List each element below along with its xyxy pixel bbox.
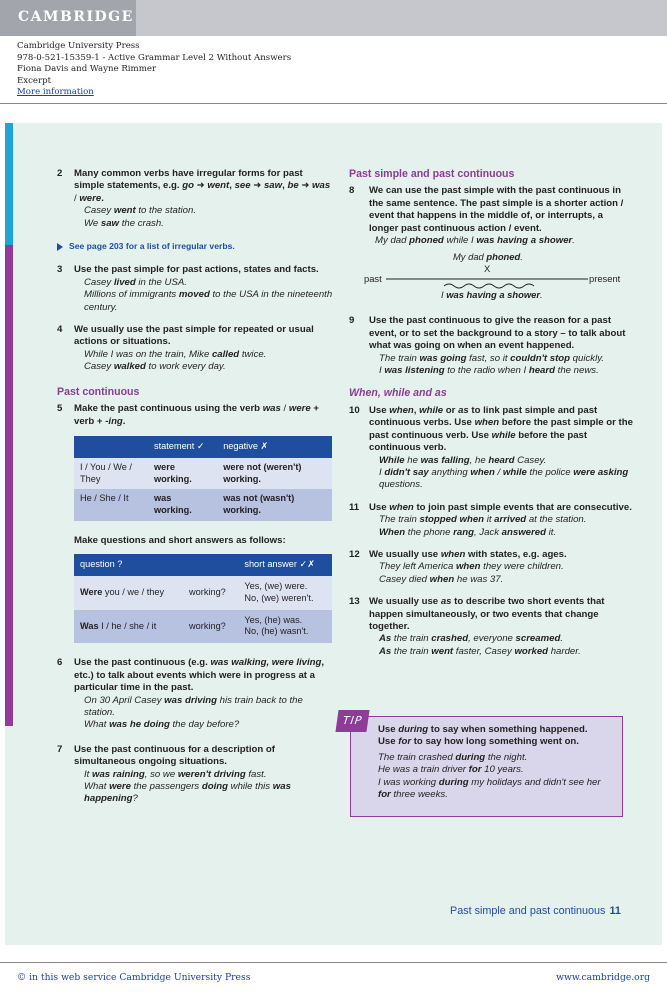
questions-label: Make questions and short answers as follows: xyxy=(74,534,286,546)
rule-9 xyxy=(349,315,634,377)
rule-text: We can use the past simple with the past continuous in the same sentence. The past simple is a shorter action / event that happens in the middle of, or interrupts, a longer past continuous action / event. xyxy=(369,185,624,234)
isbn-line: 978-0-521-15359-1 - Active Grammar Level 2 Without Answers xyxy=(17,52,292,63)
left-column xyxy=(57,168,333,816)
footer-divider xyxy=(0,962,667,963)
example: They left America when they were children. xyxy=(379,561,564,573)
example: While I was on the train, Mike called twice. xyxy=(84,348,267,360)
website-link[interactable]: www.cambridge.org xyxy=(556,972,650,983)
tip-rule: Use for to say how long something went on. xyxy=(378,736,579,748)
see-page-reference[interactable]: See page 203 for a list of irregular verbs. xyxy=(57,240,333,252)
example: What were the passengers doing while this was happening? xyxy=(84,780,291,805)
header-divider xyxy=(0,103,667,104)
table-row: Were you / we / they working? Yes, (we) were. No, (we) weren't. xyxy=(74,576,332,610)
tip-content xyxy=(378,724,616,801)
example: My dad phoned while I was having a shower. xyxy=(375,235,575,247)
example: I didn't say anything when / while the police were asking questions. xyxy=(379,466,629,491)
statement-negative-table xyxy=(74,436,332,521)
rule-number: 7 xyxy=(57,743,63,755)
rule-13 xyxy=(349,596,634,658)
header-short-answer: short answer ✓✗ xyxy=(238,554,332,576)
logo-text: CAMBRIDGE xyxy=(18,9,134,25)
example: When the phone rang, Jack answered it. xyxy=(379,526,557,538)
example: It was raining, so we weren't driving fast. xyxy=(84,768,267,780)
example: Casey walked to work every day. xyxy=(84,361,226,373)
more-information-link[interactable]: More information xyxy=(17,87,94,97)
arrow-icon: ➜ xyxy=(196,180,205,192)
rule-6 xyxy=(57,657,333,731)
rule-number: 5 xyxy=(57,403,63,415)
book-metadata xyxy=(17,41,291,99)
rule-number: 6 xyxy=(57,657,63,669)
example: On 30 April Casey was driving his train back to the station. xyxy=(84,694,303,718)
header-question: question ? xyxy=(74,554,238,576)
chapter-title: Past simple and past continuous xyxy=(450,905,606,917)
table-row: I / You / We / They were working. were not (weren't) working. xyxy=(74,458,332,490)
blue-edge-stripe xyxy=(5,123,13,245)
section-heading-when-while-as: When, while and as xyxy=(349,387,447,400)
section-heading-past-continuous: Past continuous xyxy=(57,385,140,398)
table-header xyxy=(74,436,332,458)
example: Casey lived in the USA. xyxy=(84,276,187,288)
timeline-diagram xyxy=(349,251,634,307)
rule-11 xyxy=(349,502,634,539)
example: We saw the crash. xyxy=(84,217,164,229)
running-footer xyxy=(450,905,621,917)
header-negative: negative ✗ xyxy=(217,436,332,458)
example: Casey went to the station. xyxy=(84,205,196,217)
header-statement: statement ✓ xyxy=(148,436,217,458)
timeline-top-label: My dad phoned. xyxy=(453,251,523,263)
timeline-x-mark: X xyxy=(484,263,491,275)
tip-rule: Use during to say when something happened. xyxy=(378,724,588,735)
table-row: Was I / he / she / it working? Yes, (he) was. No, (he) wasn't. xyxy=(74,610,332,644)
timeline-bottom-label: I was having a shower. xyxy=(441,289,543,301)
tip-example: He was a train driver for 10 years. xyxy=(378,764,524,776)
rule-number: 10 xyxy=(349,404,360,416)
rule-text: Use when, while or as to link past simple and past continuous verbs. Use when before the past simple or the past continuous verb. Use while before the past continuous verb. xyxy=(369,404,633,454)
right-column xyxy=(349,168,634,668)
tip-example: I was working during my holidays and didn't see her for three weeks. xyxy=(378,776,601,801)
timeline-past-label: past xyxy=(364,273,382,285)
example: As the train crashed, everyone screamed. xyxy=(379,633,564,645)
rule-2 xyxy=(57,168,333,230)
rule-text: Make the past continuous using the verb was / were + verb + -ing. xyxy=(74,403,320,427)
timeline-present-label: present xyxy=(589,273,621,285)
authors-line: Fiona Davis and Wayne Rimmer xyxy=(17,64,157,74)
rule-5 xyxy=(57,403,333,428)
excerpt-line: Excerpt xyxy=(17,75,52,86)
rule-number: 8 xyxy=(349,185,355,197)
rule-number: 9 xyxy=(349,315,355,327)
example: Millions of immigrants moved to the USA in the nineteenth century. xyxy=(84,289,333,313)
example: As the train went faster, Casey worked harder. xyxy=(379,645,581,657)
tip-example: The train crashed during the night. xyxy=(378,751,528,763)
purple-edge-stripe xyxy=(5,245,13,726)
rule-number: 3 xyxy=(57,264,63,276)
rule-4 xyxy=(57,324,333,374)
section-heading-past-simple-continuous: Past simple and past continuous xyxy=(349,168,515,180)
rule-text: Use the past continuous for a description of simultaneous ongoing situations. xyxy=(74,743,275,768)
rule-10 xyxy=(349,405,634,492)
play-arrow-icon xyxy=(57,243,63,251)
example: The train stopped when it arrived at the station. xyxy=(379,514,587,526)
question-answer-table xyxy=(74,554,332,643)
tip-badge: TIP xyxy=(335,710,369,732)
rule-12 xyxy=(349,549,634,586)
rule-text: Use the past simple for past actions, states and facts. xyxy=(74,264,319,276)
rule-text: Many common verbs have irregular forms for past simple statements, e.g. go ➜ went, see ➜ saw, be ➜ was / were. xyxy=(74,168,331,204)
example: I was listening to the radio when I heard the news. xyxy=(379,365,599,377)
publisher-banner xyxy=(0,0,667,36)
rule-number: 4 xyxy=(57,324,63,336)
rule-text: Use the past continuous to give the reason for a past event, or to set the background to a story – to talk about what was going on when an event happened. xyxy=(369,315,626,352)
rule-text: Use when to join past simple events that are consecutive. xyxy=(369,501,632,513)
rule-3 xyxy=(57,264,333,314)
rule-number: 13 xyxy=(349,596,360,608)
example: While he was falling, he heard Casey. xyxy=(379,454,547,466)
arrow-icon: ➜ xyxy=(301,180,310,192)
example: Casey died when he was 37. xyxy=(379,573,504,585)
copyright-link[interactable]: © in this web service Cambridge University Press xyxy=(17,972,251,983)
cambridge-logo xyxy=(0,0,136,36)
rule-7 xyxy=(57,744,333,806)
page-number: 11 xyxy=(609,905,621,917)
rule-number: 11 xyxy=(349,501,360,513)
rule-text: We usually use as to describe two short events that happen simultaneously, or two events that change together. xyxy=(369,596,605,632)
table-header xyxy=(74,554,332,576)
rule-number: 12 xyxy=(349,548,360,560)
arrow-icon: ➜ xyxy=(253,180,262,192)
table-row: He / She / It was working. was not (wasn't) working. xyxy=(74,489,332,521)
rule-text: Use the past continuous (e.g. was walking, were living, etc.) to talk about events which were in progress at a particular time in the past. xyxy=(74,657,325,694)
rule-number: 2 xyxy=(57,168,63,179)
rule-text: We usually use when with states, e.g. ages. xyxy=(369,548,567,560)
timeline-line xyxy=(386,269,588,291)
rule-8 xyxy=(349,185,634,247)
example: What was he doing the day before? xyxy=(84,719,240,731)
example: The train was going fast, so it couldn't stop quickly. xyxy=(379,352,604,364)
publisher-line: Cambridge University Press xyxy=(17,41,140,51)
rule-text: We usually use the past simple for repeated or usual actions or situations. xyxy=(74,324,314,348)
